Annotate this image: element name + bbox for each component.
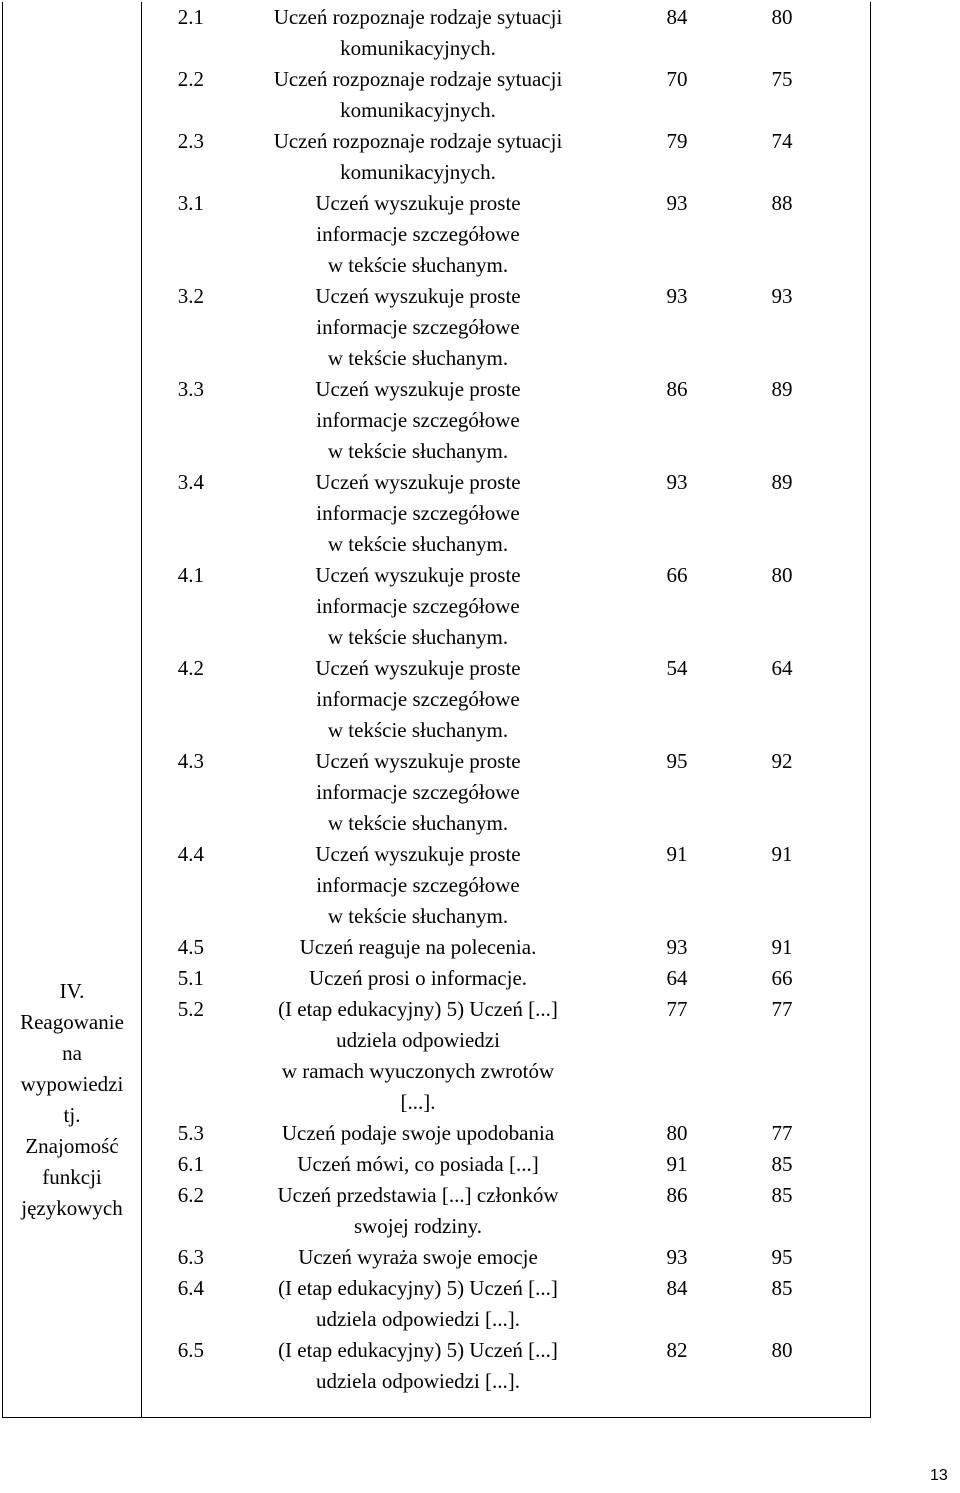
row-number: 4.4 — [177, 842, 204, 866]
row-description: Uczeń wyszukuje proste informacje szczegółowe w tekście słuchanym. — [315, 749, 521, 835]
row-description: Uczeń reaguje na polecenia. — [299, 935, 537, 959]
section-label-line: funkcji — [42, 1165, 102, 1189]
row-value-2: 75 — [771, 67, 793, 91]
table-row — [142, 467, 870, 560]
row-value-2: 88 — [771, 191, 793, 215]
row-value-1: 79 — [666, 129, 688, 153]
table-row — [142, 963, 870, 994]
row-value-2: 66 — [771, 966, 793, 990]
row-number: 6.3 — [177, 1245, 204, 1269]
row-value-2: 77 — [771, 997, 793, 1021]
row-description: Uczeń podaje swoje upodobania — [281, 1121, 555, 1145]
row-description: (I etap edukacyjny) 5) Uczeń [...] udziela odpowiedzi w ramach wyuczonych zwrotów [...]. — [278, 997, 558, 1114]
table-row — [142, 1118, 870, 1149]
table-row — [142, 994, 870, 1118]
table-row — [142, 932, 870, 963]
row-value-2: 80 — [771, 1338, 793, 1362]
row-description: Uczeń wyszukuje proste informacje szczegółowe w tekście słuchanym. — [315, 842, 521, 928]
row-value-1: 70 — [666, 67, 688, 91]
row-number: 5.1 — [177, 966, 204, 990]
table-row — [142, 281, 870, 374]
table-row — [142, 126, 870, 188]
row-value-1: 95 — [666, 749, 688, 773]
row-description: Uczeń wyszukuje proste informacje szczegółowe w tekście słuchanym. — [315, 284, 521, 370]
row-value-1: 82 — [666, 1338, 688, 1362]
row-number: 6.5 — [177, 1338, 204, 1362]
row-value-1: 86 — [666, 1183, 688, 1207]
row-description: Uczeń wyszukuje proste informacje szczegółowe w tekście słuchanym. — [315, 377, 521, 463]
row-description: (I etap edukacyjny) 5) Uczeń [...] udziela odpowiedzi [...]. — [278, 1338, 558, 1393]
page-number: 13 — [930, 1467, 948, 1484]
row-value-1: 54 — [666, 656, 688, 680]
section-label-line: Znajomość — [25, 1134, 119, 1158]
row-number: 3.3 — [177, 377, 204, 401]
row-value-1: 84 — [666, 1276, 688, 1300]
row-number: 3.2 — [177, 284, 204, 308]
row-number: 5.2 — [177, 997, 204, 1021]
row-value-1: 80 — [666, 1121, 688, 1145]
row-value-1: 93 — [666, 470, 688, 494]
row-description: Uczeń rozpoznaje rodzaje sytuacji komunikacyjnych. — [273, 67, 563, 122]
section-label-line: IV. — [59, 979, 85, 1003]
row-value-1: 91 — [666, 1152, 688, 1176]
row-number: 3.1 — [177, 191, 204, 215]
row-value-1: 93 — [666, 284, 688, 308]
row-number: 3.4 — [177, 470, 204, 494]
row-number: 4.2 — [177, 656, 204, 680]
row-description: Uczeń rozpoznaje rodzaje sytuacji komunikacyjnych. — [273, 5, 563, 60]
row-number: 4.1 — [177, 563, 204, 587]
row-value-2: 80 — [771, 563, 793, 587]
row-description: (I etap edukacyjny) 5) Uczeń [...] udziela odpowiedzi [...]. — [278, 1276, 558, 1331]
row-value-2: 91 — [771, 935, 793, 959]
table-row — [142, 64, 870, 126]
table-row — [142, 1273, 870, 1335]
row-number: 4.5 — [177, 935, 204, 959]
row-value-2: 64 — [771, 656, 793, 680]
row-description: Uczeń wyszukuje proste informacje szczegółowe w tekście słuchanym. — [315, 191, 521, 277]
row-value-2: 91 — [771, 842, 793, 866]
row-value-1: 93 — [666, 191, 688, 215]
row-value-2: 77 — [771, 1121, 793, 1145]
section-label-line: językowych — [21, 1196, 123, 1220]
table-row — [142, 1242, 870, 1273]
row-number: 6.2 — [177, 1183, 204, 1207]
table-row — [142, 839, 870, 932]
row-value-1: 66 — [666, 563, 688, 587]
row-description: Uczeń wyszukuje proste informacje szczegółowe w tekście słuchanym. — [315, 470, 521, 556]
row-value-2: 85 — [771, 1183, 793, 1207]
row-number: 6.1 — [177, 1152, 204, 1176]
section-label-line: Reagowanie — [20, 1010, 124, 1034]
section-label — [3, 976, 141, 1224]
table-row — [142, 1149, 870, 1180]
section-label-line: na — [62, 1041, 82, 1065]
row-number: 2.3 — [177, 129, 204, 153]
row-description: Uczeń wyszukuje proste informacje szczegółowe w tekście słuchanym. — [315, 563, 521, 649]
row-number: 6.4 — [177, 1276, 204, 1300]
row-description: Uczeń przedstawia [...] członków swojej rodziny. — [277, 1183, 559, 1238]
row-value-2: 89 — [771, 470, 793, 494]
row-value-2: 93 — [771, 284, 793, 308]
row-number: 4.3 — [177, 749, 204, 773]
row-value-1: 86 — [666, 377, 688, 401]
row-value-2: 85 — [771, 1152, 793, 1176]
table-row — [142, 746, 870, 839]
row-value-1: 93 — [666, 935, 688, 959]
row-value-1: 84 — [666, 5, 688, 29]
row-value-2: 80 — [771, 5, 793, 29]
row-value-2: 95 — [771, 1245, 793, 1269]
row-description: Uczeń prosi o informacje. — [308, 966, 528, 990]
row-description: Uczeń rozpoznaje rodzaje sytuacji komunikacyjnych. — [273, 129, 563, 184]
row-number: 2.2 — [177, 67, 204, 91]
table-row — [142, 560, 870, 653]
row-number: 5.3 — [177, 1121, 204, 1145]
row-value-2: 89 — [771, 377, 793, 401]
row-value-2: 85 — [771, 1276, 793, 1300]
table-row — [142, 2, 870, 64]
section-label-line: tj. — [63, 1103, 81, 1127]
row-value-1: 91 — [666, 842, 688, 866]
section-label-line: wypowiedzi — [20, 1072, 124, 1096]
table-row — [142, 1180, 870, 1242]
row-value-2: 74 — [771, 129, 793, 153]
row-description: Uczeń wyraża swoje emocje — [298, 1245, 538, 1269]
table-row — [142, 1335, 870, 1397]
row-description: Uczeń wyszukuje proste informacje szczegółowe w tekście słuchanym. — [315, 656, 521, 742]
table-row — [142, 653, 870, 746]
row-description: Uczeń mówi, co posiada [...] — [297, 1152, 539, 1176]
row-number: 2.1 — [177, 5, 204, 29]
results-table — [142, 2, 870, 1397]
row-value-2: 92 — [771, 749, 793, 773]
row-value-1: 64 — [666, 966, 688, 990]
row-value-1: 93 — [666, 1245, 688, 1269]
table-row — [142, 188, 870, 281]
table-row — [142, 374, 870, 467]
row-value-1: 77 — [666, 997, 688, 1021]
